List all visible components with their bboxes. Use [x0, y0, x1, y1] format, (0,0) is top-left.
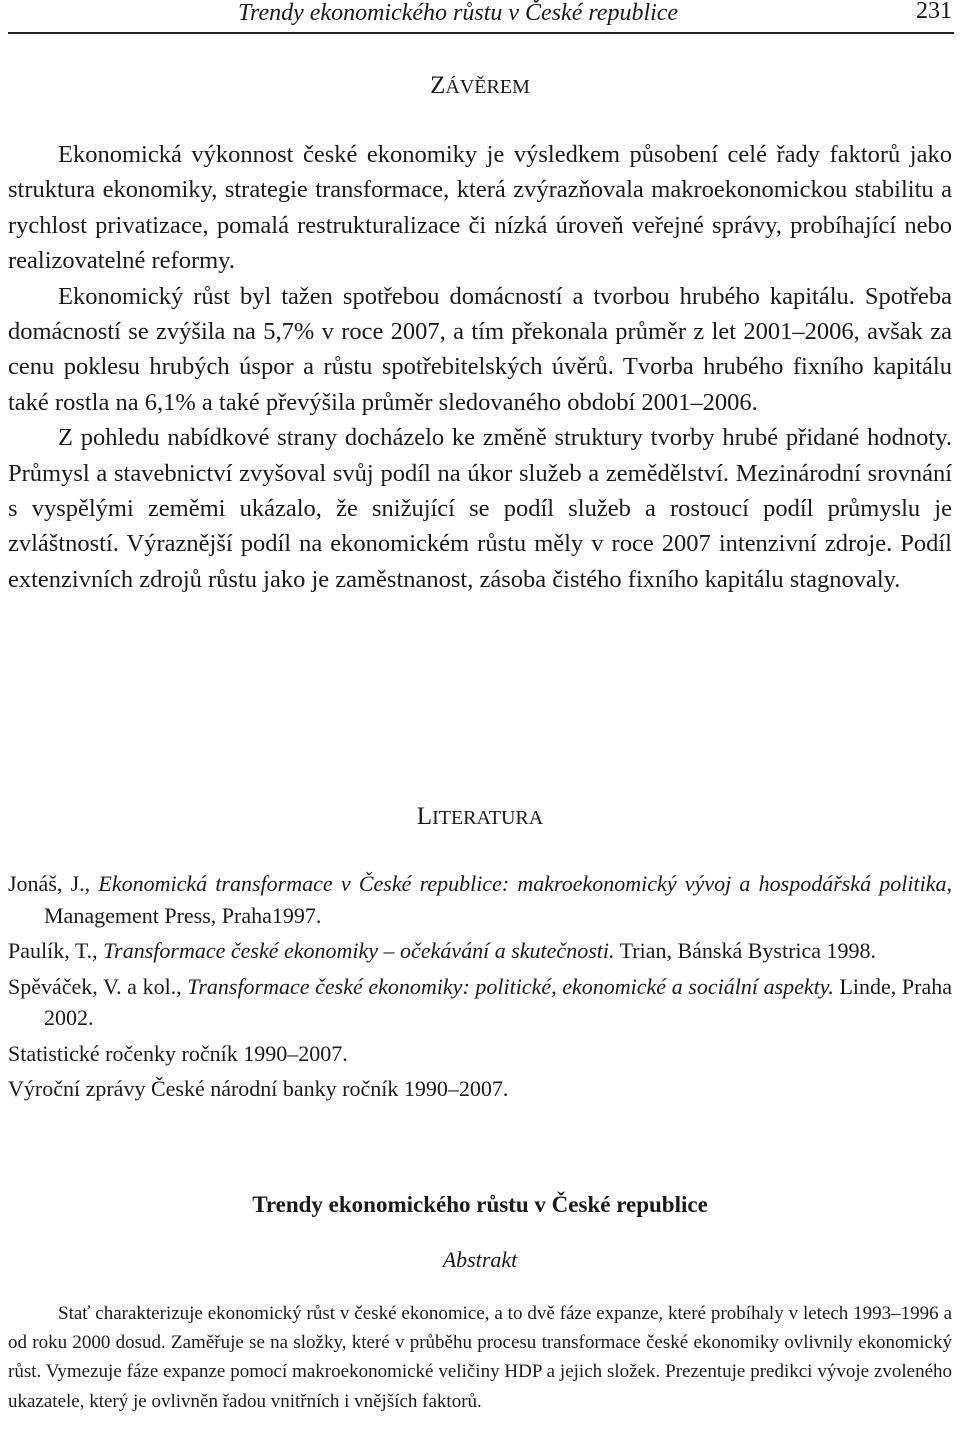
heading-initial: L — [416, 803, 433, 830]
heading-initial: Z — [430, 72, 446, 99]
abstract-paragraph: Stať charakterizuje ekonomický růst v české ekonomice, a to dvě fáze expanze, které probíhaly v letech 1993–1996 a od roku 2000 dosud. Zaměřuje se na složky, které v průběhu procesu transformace české ekonomiky ovlivnily ekonomický růst. Vymezuje fáze expanze pomocí makroekonomické veličiny HDP a jejich složek. Prezentuje predikci vývoje zvoleného ukazatele, který je ovlivněn řadou vnitřních i vnějších faktorů. — [8, 1303, 952, 1412]
reference-item — [8, 1073, 952, 1105]
reference-publisher: Management Press, Praha1997. — [44, 902, 322, 928]
section-heading-literature — [0, 803, 960, 831]
section-heading-conclusion — [0, 72, 960, 100]
reference-author: Statistické ročenky ročník 1990–2007. — [8, 1040, 348, 1066]
running-header — [8, 0, 954, 34]
heading-rest: ITERATURA — [432, 807, 544, 829]
abstract-body — [8, 1299, 952, 1416]
running-title: Trendy ekonomického růstu v České republice — [238, 0, 679, 26]
reference-list — [8, 868, 952, 1109]
reference-item — [8, 935, 952, 967]
reference-author: Výroční zprávy České národní banky ročník 1990–2007. — [8, 1076, 509, 1101]
reference-item — [8, 868, 952, 931]
reference-item — [8, 971, 952, 1034]
reference-publisher: Linde, Praha 2002. — [44, 973, 953, 1030]
summary-title: Trendy ekonomického růstu v České republice — [252, 1192, 708, 1217]
reference-item — [8, 1038, 952, 1070]
reference-title: Transformace české ekonomiky: politické, ekonomické a sociální aspekty. — [187, 973, 834, 999]
page-number: 231 — [916, 0, 952, 24]
reference-title: Ekonomická transformace v České republice: makroekonomický vývoj a hospodářská politika, — [98, 871, 952, 896]
abstract-label: Abstrakt — [442, 1247, 518, 1272]
reference-author: Jonáš, J., — [8, 871, 99, 896]
reference-author: Spěváček, V. a kol., — [8, 973, 188, 999]
reference-author: Paulík, T., — [8, 938, 104, 963]
reference-publisher: Trian, Bánská Bystrica 1998. — [614, 938, 877, 963]
conclusion-paragraph: Z pohledu nabídkové strany docházelo ke změně struktury tvorby hrubé přidané hodnoty. Průmysl a stavebnictví zvyšoval svůj podíl na úkor služeb a zemědělství. Mezinárodní srovnání s vyspělými zeměmi ukázalo, že snižující se podíl služeb a rostoucí podíl průmyslu je zvláštností. Výraznější podíl na ekonomickém růstu měly v roce 2007 intenzivní zdroje. Podíl extenzivních zdrojů růstu jako je zaměstnanost, zásoba čistého fixního kapitálu stagnovaly. — [8, 424, 952, 593]
reference-title: Transformace české ekonomiky – očekávání a skutečnosti. — [103, 938, 615, 963]
conclusion-body — [8, 137, 952, 597]
heading-rest: ÁVĚREM — [445, 76, 530, 98]
conclusion-paragraph: Ekonomický růst byl tažen spotřebou domácností a tvorbou hrubého kapitálu. Spotřeba domácností se zvýšila na 5,7% v roce 2007, a tím překonala průměr z let 2001–2006, avšak za cenu poklesu hrubých úspor a růstu spotřebitelských úvěrů. Tvorba hrubého fixního kapitálu také rostla na 6,1% a také převýšila průměr sledovaného období 2001–2006. — [8, 282, 952, 416]
conclusion-paragraph: Ekonomická výkonnost české ekonomiky je výsledkem působení celé řady faktorů jako struktura ekonomiky, strategie transformace, která zvýrazňovala makroekonomickou stabilitu a rychlost privatizace, pomalá restrukturalizace či nízká úroveň veřejné správy, probíhající nebo realizovatelné reformy. — [8, 141, 952, 275]
